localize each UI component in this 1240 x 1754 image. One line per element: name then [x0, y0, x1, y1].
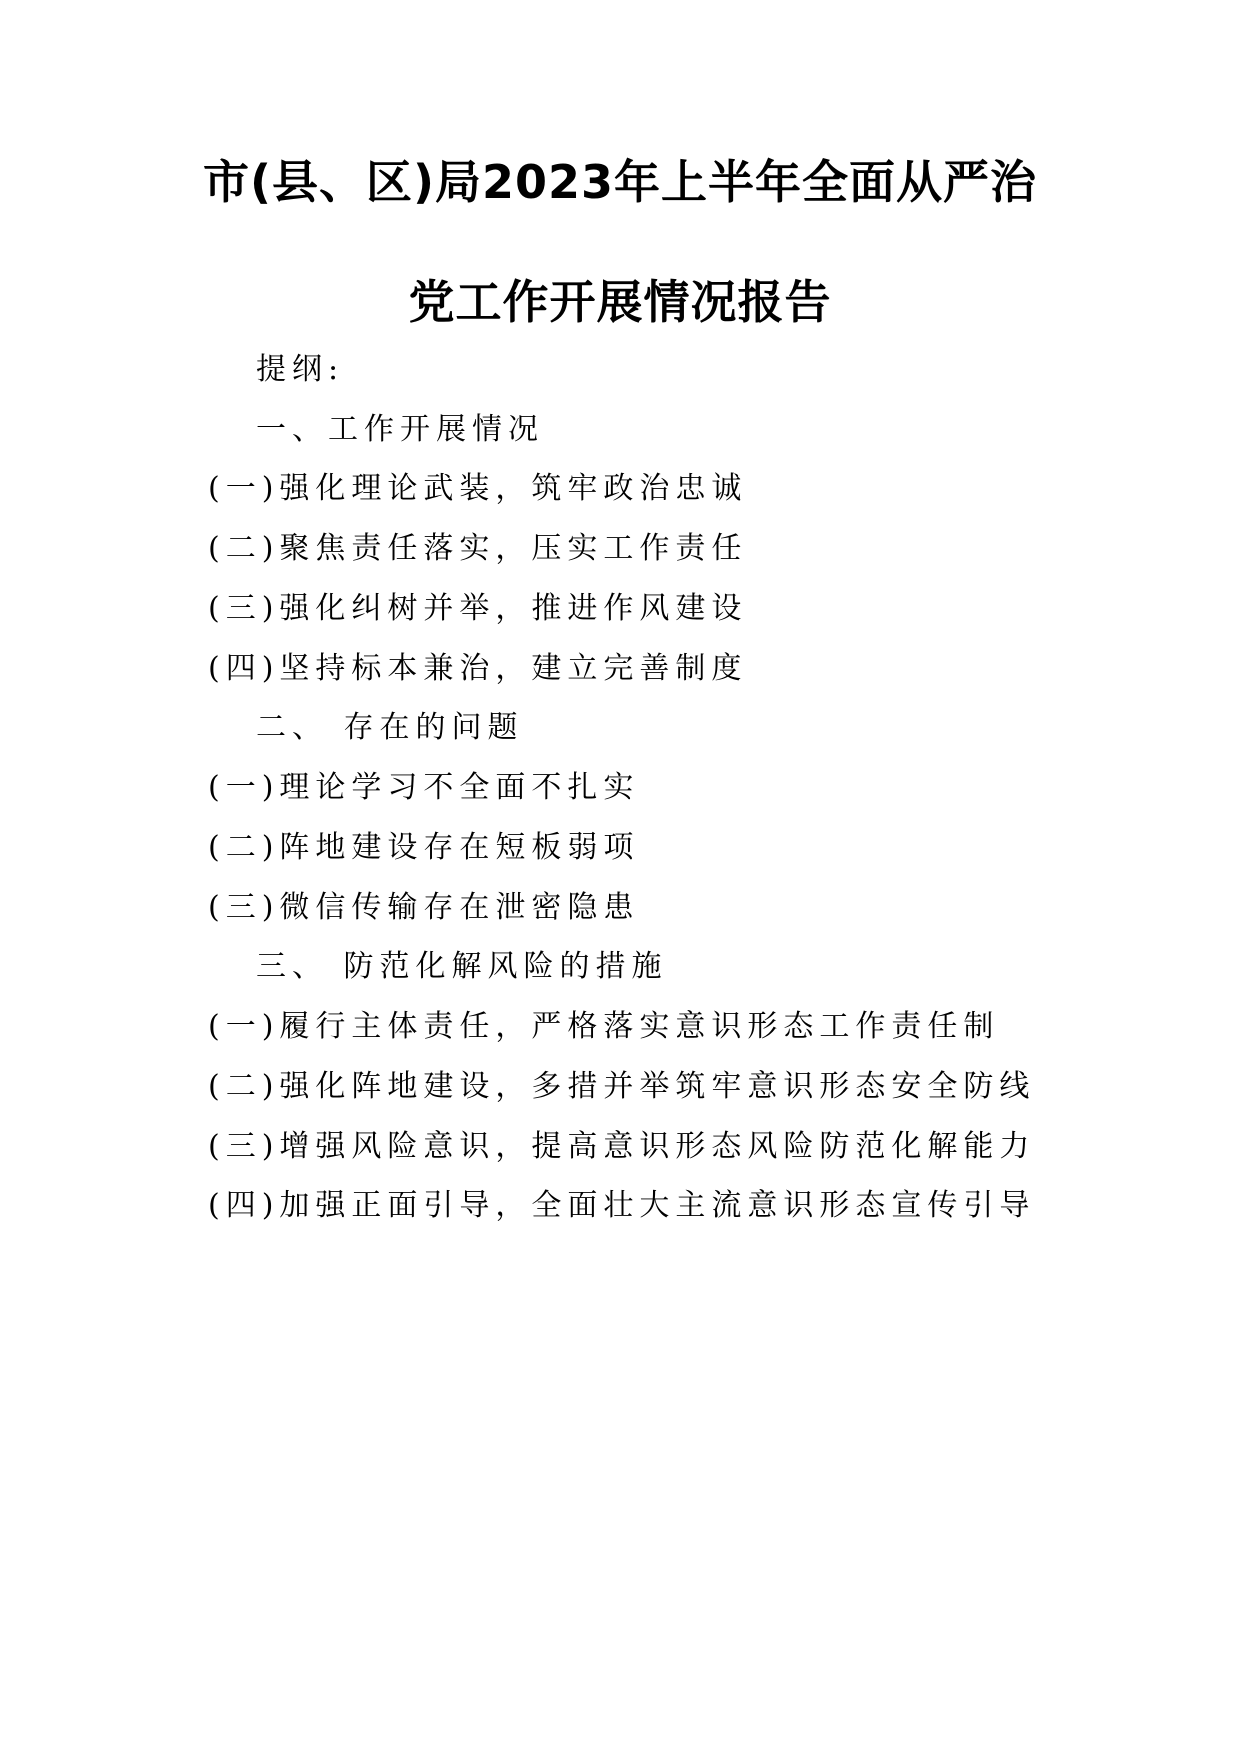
outline-item: (二)阵地建设存在短板弱项	[208, 830, 640, 865]
outline-item: (二)聚焦责任落实，压实工作责任	[208, 531, 748, 566]
section-heading-3: 三、 防范化解风险的措施	[256, 949, 668, 984]
outline-item: (三)强化纠树并举，推进作风建设	[208, 591, 748, 626]
outline-item: (一)强化理论武装，筑牢政治忠诚	[208, 471, 748, 506]
section-heading-2: 二、 存在的问题	[256, 710, 524, 745]
document-title-line-1: 市(县、区)局2023年上半年全面从严治	[202, 155, 1038, 209]
outline-item: (三)增强风险意识，提高意识形态风险防范化解能力	[208, 1129, 1036, 1164]
outline-item: (一)履行主体责任，严格落实意识形态工作责任制	[208, 1009, 1000, 1044]
document-title-line-2: 党工作开展情况报告	[408, 275, 832, 329]
outline-item: (四)坚持标本兼治，建立完善制度	[208, 651, 748, 686]
outline-label: 提纲:	[256, 352, 345, 387]
outline-item: (三)微信传输存在泄密隐患	[208, 890, 640, 925]
outline-item: (一)理论学习不全面不扎实	[208, 770, 640, 805]
outline-item: (二)强化阵地建设，多措并举筑牢意识形态安全防线	[208, 1069, 1036, 1104]
section-heading-1: 一、工作开展情况	[256, 412, 544, 447]
outline-item: (四)加强正面引导，全面壮大主流意识形态宣传引导	[208, 1188, 1036, 1223]
